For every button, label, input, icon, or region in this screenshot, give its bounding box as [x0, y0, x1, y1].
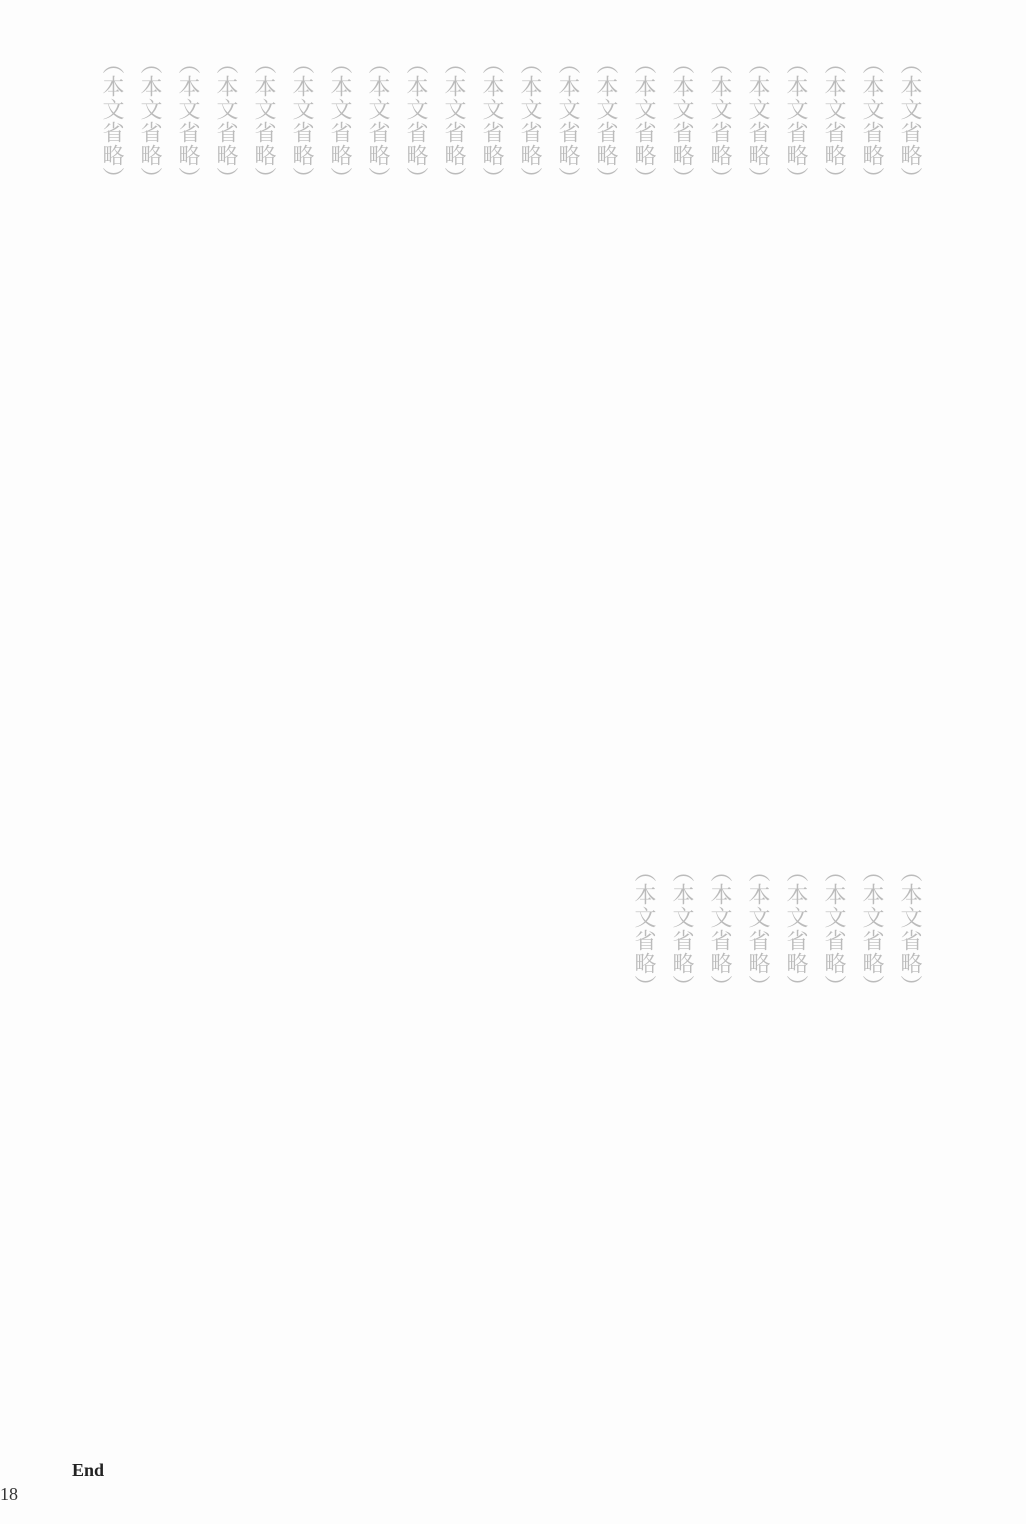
text-line: （本文省略）	[707, 52, 732, 190]
text-line: （本文省略）	[593, 52, 618, 190]
text-line: （本文省略）	[365, 52, 390, 190]
text-line: （本文省略）	[441, 52, 466, 190]
text-line: （本文省略）	[631, 860, 656, 998]
text-line: （本文省略）	[859, 52, 884, 190]
text-line: （本文省略）	[327, 52, 352, 190]
text-line: （本文省略）	[707, 860, 732, 998]
text-line: （本文省略）	[175, 52, 200, 190]
text-line: （本文省略）	[897, 52, 922, 190]
page-number: 18	[0, 1484, 18, 1504]
text-line: （本文省略）	[289, 52, 314, 190]
text-line: （本文省略）	[137, 52, 162, 190]
text-line: （本文省略）	[213, 52, 238, 190]
text-line: （本文省略）	[251, 52, 276, 190]
text-line: （本文省略）	[479, 52, 504, 190]
text-line: （本文省略）	[897, 860, 922, 998]
text-line: （本文省略）	[403, 52, 428, 190]
text-line: （本文省略）	[631, 52, 656, 190]
text-line: （本文省略）	[669, 52, 694, 190]
text-line: （本文省略）	[517, 52, 542, 190]
text-line: （本文省略）	[99, 52, 124, 190]
text-line: （本文省略）	[821, 52, 846, 190]
end-marker: End	[72, 1460, 105, 1480]
text-line: （本文省略）	[745, 52, 770, 190]
text-line: （本文省略）	[555, 52, 580, 190]
text-line: （本文省略）	[783, 52, 808, 190]
lower-text-block	[578, 860, 928, 1360]
upper-text-block	[68, 52, 928, 712]
text-line: （本文省略）	[859, 860, 884, 998]
text-line: （本文省略）	[745, 860, 770, 998]
text-line: （本文省略）	[783, 860, 808, 998]
text-line: （本文省略）	[821, 860, 846, 998]
text-line: （本文省略）	[669, 860, 694, 998]
